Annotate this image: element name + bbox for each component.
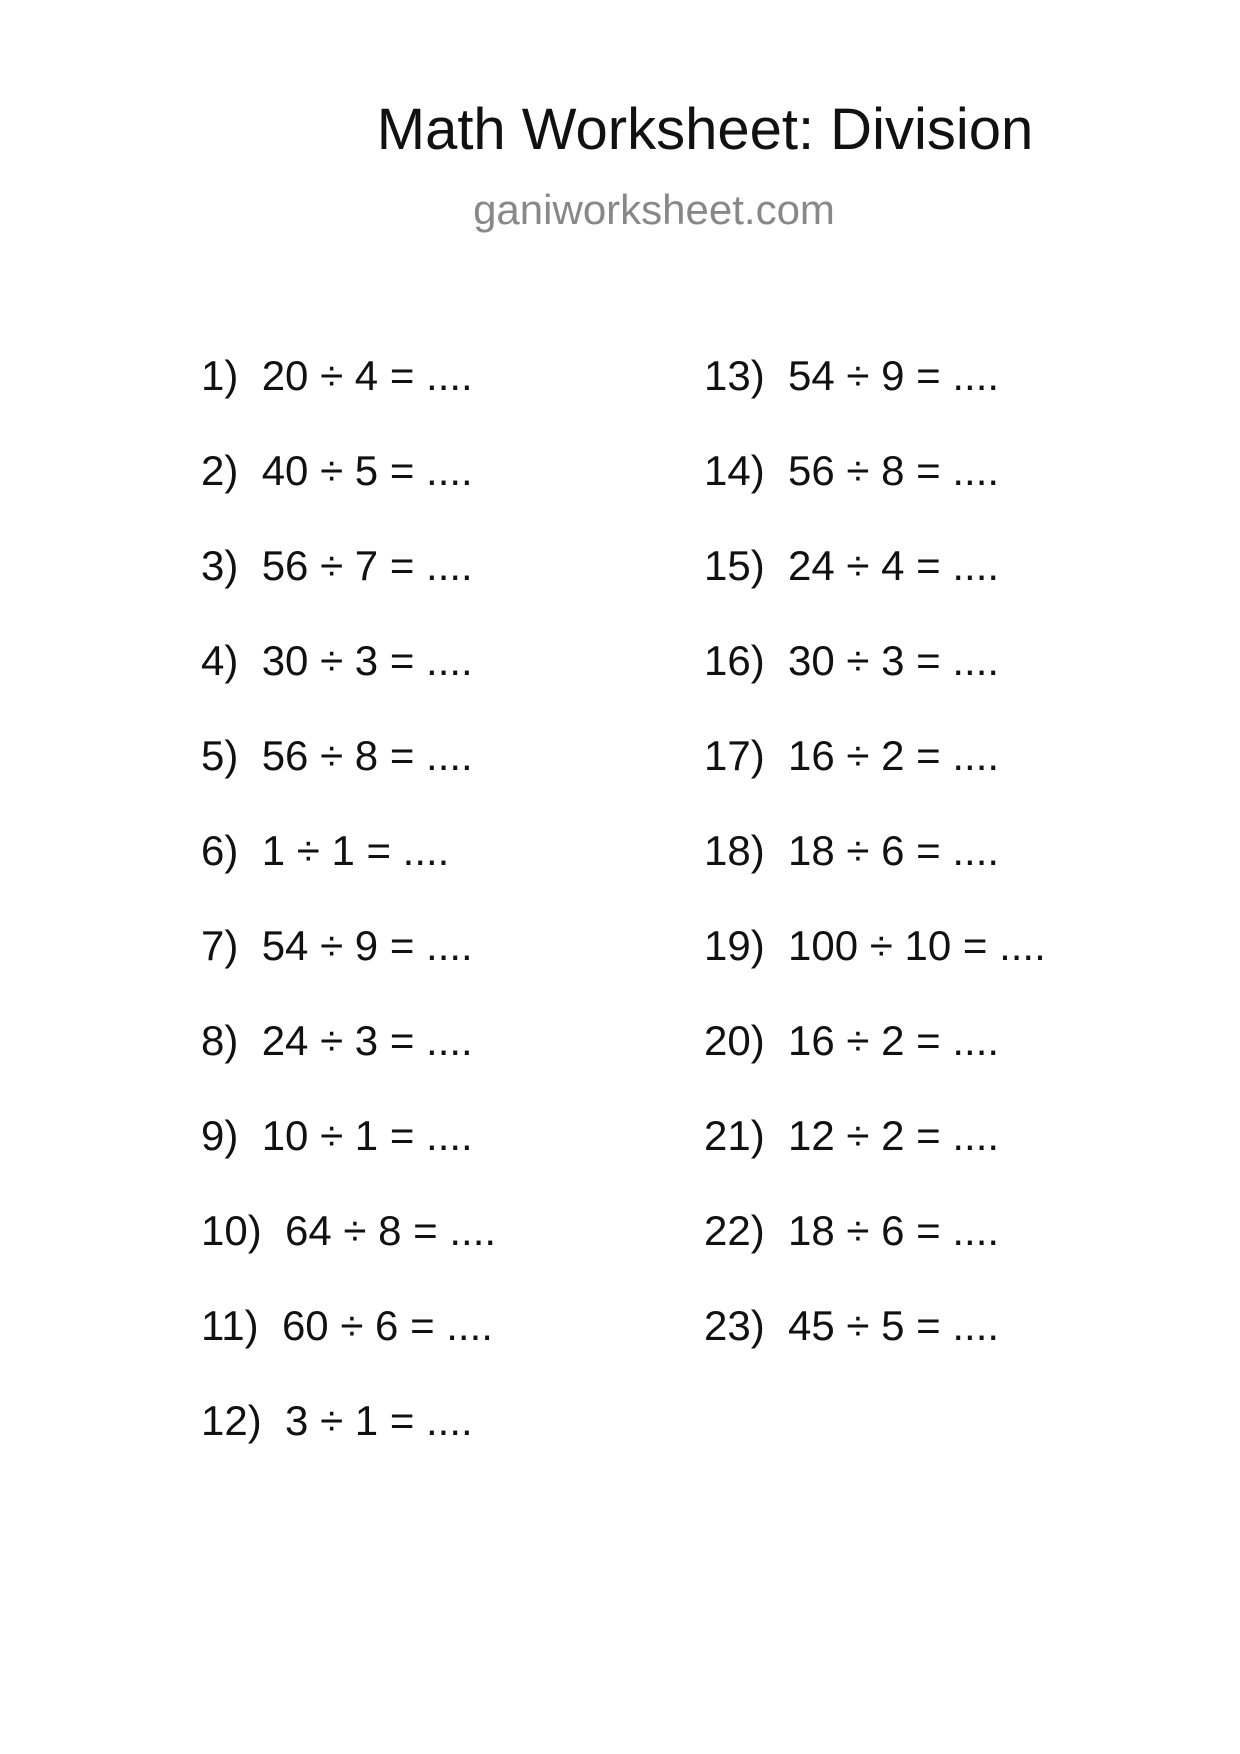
problem-item bbox=[201, 1200, 496, 1295]
problem-number: 11) bbox=[201, 1302, 259, 1349]
problem-expression: 24 ÷ 4 = .... bbox=[788, 542, 1000, 589]
problem-number: 17) bbox=[704, 732, 765, 779]
problem-expression: 18 ÷ 6 = .... bbox=[788, 827, 1000, 874]
problem-item bbox=[704, 915, 1046, 1010]
problem-item bbox=[704, 1105, 1046, 1200]
worksheet-title: Math Worksheet: Division bbox=[376, 97, 1034, 162]
problem-item bbox=[201, 345, 496, 440]
problem-number: 1) bbox=[201, 352, 239, 399]
problem-item bbox=[704, 1295, 1046, 1390]
problem-number: 8) bbox=[201, 1017, 239, 1064]
problem-number: 7) bbox=[201, 922, 239, 969]
site-name: ganiworksheet.com bbox=[473, 186, 835, 233]
problem-number: 15) bbox=[704, 542, 765, 589]
problem-number: 21) bbox=[704, 1112, 765, 1159]
problem-item bbox=[704, 440, 1046, 535]
problem-expression: 60 ÷ 6 = .... bbox=[281, 1302, 493, 1349]
problem-expression: 64 ÷ 8 = .... bbox=[285, 1207, 497, 1254]
problem-expression: 30 ÷ 3 = .... bbox=[788, 637, 1000, 684]
problem-item bbox=[201, 1105, 496, 1200]
problem-item bbox=[704, 725, 1046, 820]
problem-item bbox=[201, 725, 496, 820]
problem-item bbox=[201, 820, 496, 915]
problem-expression: 56 ÷ 7 = .... bbox=[261, 542, 473, 589]
problem-item bbox=[704, 1010, 1046, 1105]
problem-number: 2) bbox=[201, 447, 239, 494]
problem-number: 3) bbox=[201, 542, 239, 589]
problem-number: 13) bbox=[704, 352, 765, 399]
problem-number: 6) bbox=[201, 827, 239, 874]
problem-item bbox=[201, 440, 496, 535]
problem-expression: 1 ÷ 1 = .... bbox=[261, 827, 450, 874]
problem-number: 4) bbox=[201, 637, 239, 684]
problem-number: 16) bbox=[704, 637, 765, 684]
problem-expression: 45 ÷ 5 = .... bbox=[788, 1302, 1000, 1349]
problem-item bbox=[201, 1295, 496, 1390]
problem-expression: 100 ÷ 10 = .... bbox=[788, 922, 1046, 969]
problem-expression: 16 ÷ 2 = .... bbox=[788, 1017, 1000, 1064]
problem-expression: 24 ÷ 3 = .... bbox=[261, 1017, 473, 1064]
problem-item bbox=[201, 535, 496, 630]
problem-column-left bbox=[201, 345, 496, 1485]
problem-expression: 20 ÷ 4 = .... bbox=[261, 352, 473, 399]
problem-expression: 54 ÷ 9 = .... bbox=[788, 352, 1000, 399]
problem-number: 18) bbox=[704, 827, 765, 874]
problem-item bbox=[704, 630, 1046, 725]
problem-expression: 12 ÷ 2 = .... bbox=[788, 1112, 1000, 1159]
problem-number: 23) bbox=[704, 1302, 765, 1349]
problem-expression: 30 ÷ 3 = .... bbox=[261, 637, 473, 684]
problem-expression: 10 ÷ 1 = .... bbox=[261, 1112, 473, 1159]
problem-expression: 40 ÷ 5 = .... bbox=[261, 447, 473, 494]
problem-number: 5) bbox=[201, 732, 239, 779]
problem-expression: 56 ÷ 8 = .... bbox=[788, 447, 1000, 494]
problem-expression: 3 ÷ 1 = .... bbox=[285, 1397, 473, 1444]
problem-item bbox=[201, 1010, 496, 1105]
problem-expression: 54 ÷ 9 = .... bbox=[261, 922, 473, 969]
problem-number: 19) bbox=[704, 922, 765, 969]
problem-number: 10) bbox=[201, 1207, 262, 1254]
problem-number: 9) bbox=[201, 1112, 239, 1159]
problem-item bbox=[201, 630, 496, 725]
problem-column-right bbox=[704, 345, 1046, 1390]
problem-number: 12) bbox=[201, 1397, 262, 1444]
problem-expression: 18 ÷ 6 = .... bbox=[788, 1207, 1000, 1254]
problem-item bbox=[704, 345, 1046, 440]
problem-item bbox=[704, 1200, 1046, 1295]
problem-number: 14) bbox=[704, 447, 765, 494]
problem-expression: 16 ÷ 2 = .... bbox=[788, 732, 1000, 779]
problem-item bbox=[201, 915, 496, 1010]
problem-number: 22) bbox=[704, 1207, 765, 1254]
problem-item bbox=[704, 820, 1046, 915]
problem-number: 20) bbox=[704, 1017, 765, 1064]
problem-item bbox=[201, 1390, 496, 1485]
problem-item bbox=[704, 535, 1046, 630]
problem-expression: 56 ÷ 8 = .... bbox=[261, 732, 473, 779]
